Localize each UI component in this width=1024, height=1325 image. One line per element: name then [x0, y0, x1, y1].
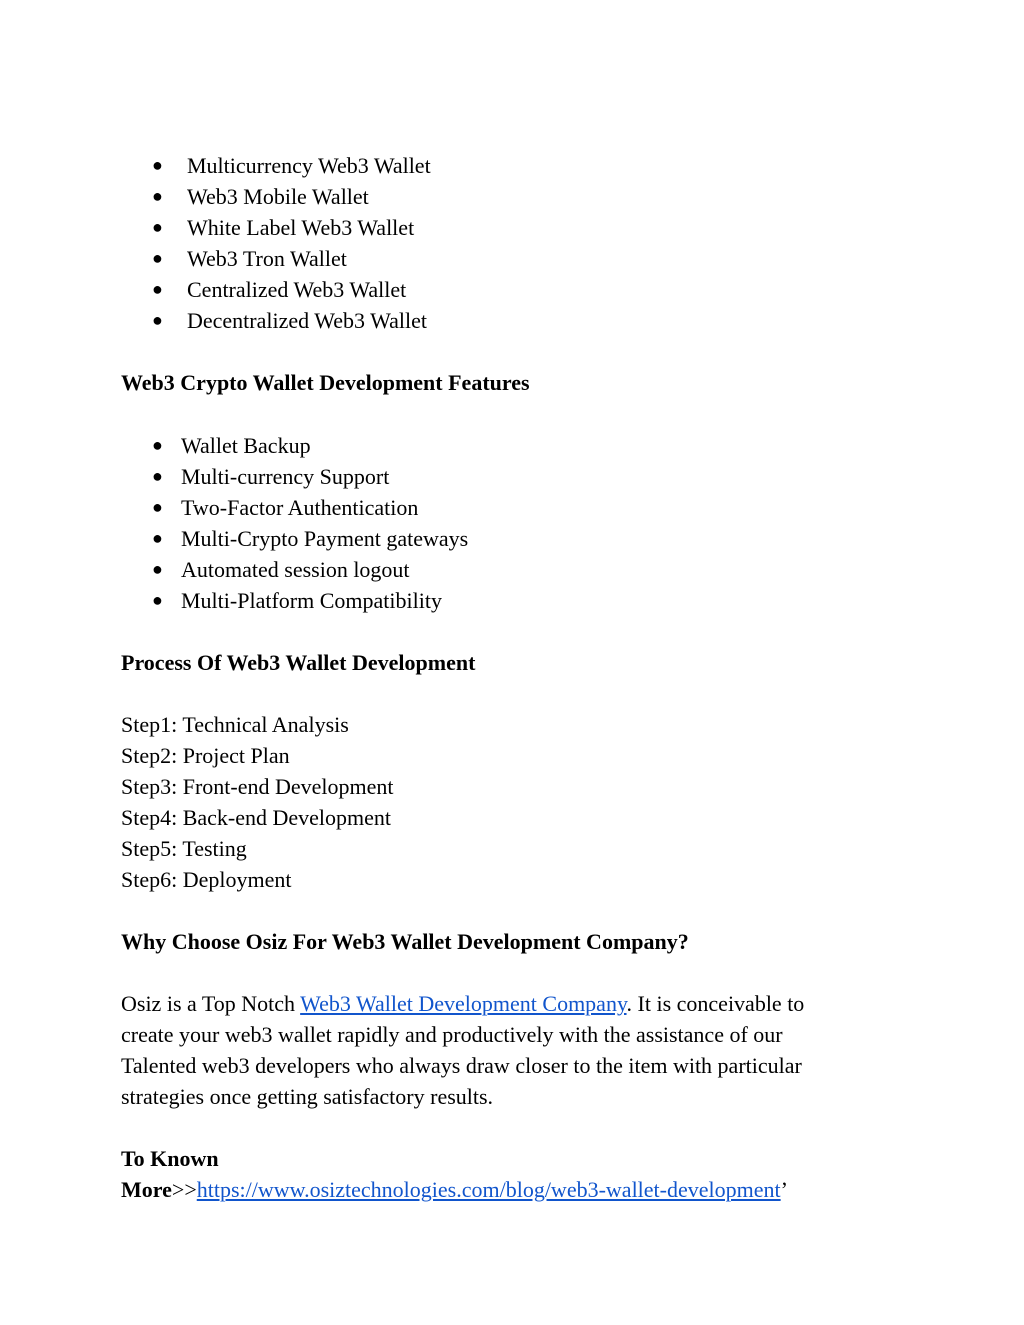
features-heading: Web3 Crypto Wallet Development Features: [121, 370, 530, 395]
list-item: Web3 Tron Wallet: [187, 246, 347, 271]
step-item: Step6: Deployment: [121, 867, 292, 892]
step-item: Step3: Front-end Development: [121, 774, 394, 799]
paragraph-line: [121, 988, 804, 1019]
list-item: Automated session logout: [181, 557, 410, 582]
paragraph-text: . It is conceivable to: [626, 991, 805, 1016]
known-more-label: To Known: [121, 1146, 219, 1171]
paragraph-text: Osiz is a Top Notch: [121, 991, 301, 1016]
step-item: Step5: Testing: [121, 836, 247, 861]
list-item: Multi-Crypto Payment gateways: [181, 526, 469, 551]
list-item: Centralized Web3 Wallet: [187, 277, 407, 302]
list-item: White Label Web3 Wallet: [187, 215, 415, 240]
known-more-trailing: ’: [780, 1177, 788, 1202]
list-item: Multicurrency Web3 Wallet: [187, 153, 431, 178]
bullet-icon: ●: [152, 279, 163, 299]
bullet-icon: ●: [152, 310, 163, 330]
bullet-icon: ●: [152, 497, 163, 517]
known-more-arrows: >>: [171, 1177, 197, 1202]
company-link[interactable]: Web3 Wallet Development Company: [300, 991, 627, 1016]
step-item: Step2: Project Plan: [121, 743, 290, 768]
list-item: Wallet Backup: [181, 433, 311, 458]
step-item: Step4: Back-end Development: [121, 805, 392, 830]
bullet-icon: ●: [152, 559, 163, 579]
list-item: Multi-Platform Compatibility: [181, 588, 442, 613]
paragraph-line: strategies once getting satisfactory results.: [121, 1084, 494, 1109]
bullet-icon: ●: [152, 186, 163, 206]
list-item: Multi-currency Support: [181, 464, 390, 489]
paragraph-line: Talented web3 developers who always draw closer to the item with particular: [121, 1053, 802, 1078]
process-heading: Process Of Web3 Wallet Development: [121, 650, 476, 675]
list-item: Two-Factor Authentication: [181, 495, 419, 520]
list-item: Web3 Mobile Wallet: [187, 184, 369, 209]
step-item: Step1: Technical Analysis: [121, 712, 349, 737]
bullet-icon: ●: [152, 155, 163, 175]
why-heading: Why Choose Osiz For Web3 Wallet Development Company?: [121, 929, 689, 954]
known-more-bold: More: [121, 1177, 172, 1202]
bullet-icon: ●: [152, 590, 163, 610]
known-more-line: [121, 1174, 788, 1205]
paragraph-line: create your web3 wallet rapidly and productively with the assistance of our: [121, 1022, 783, 1047]
bullet-icon: ●: [152, 528, 163, 548]
blog-url-link[interactable]: https://www.osiztechnologies.com/blog/web3-wallet-development: [196, 1177, 781, 1202]
bullet-icon: ●: [152, 435, 163, 455]
bullet-icon: ●: [152, 217, 163, 237]
bullet-icon: ●: [152, 248, 163, 268]
bullet-icon: ●: [152, 466, 163, 486]
list-item: Decentralized Web3 Wallet: [187, 308, 427, 333]
